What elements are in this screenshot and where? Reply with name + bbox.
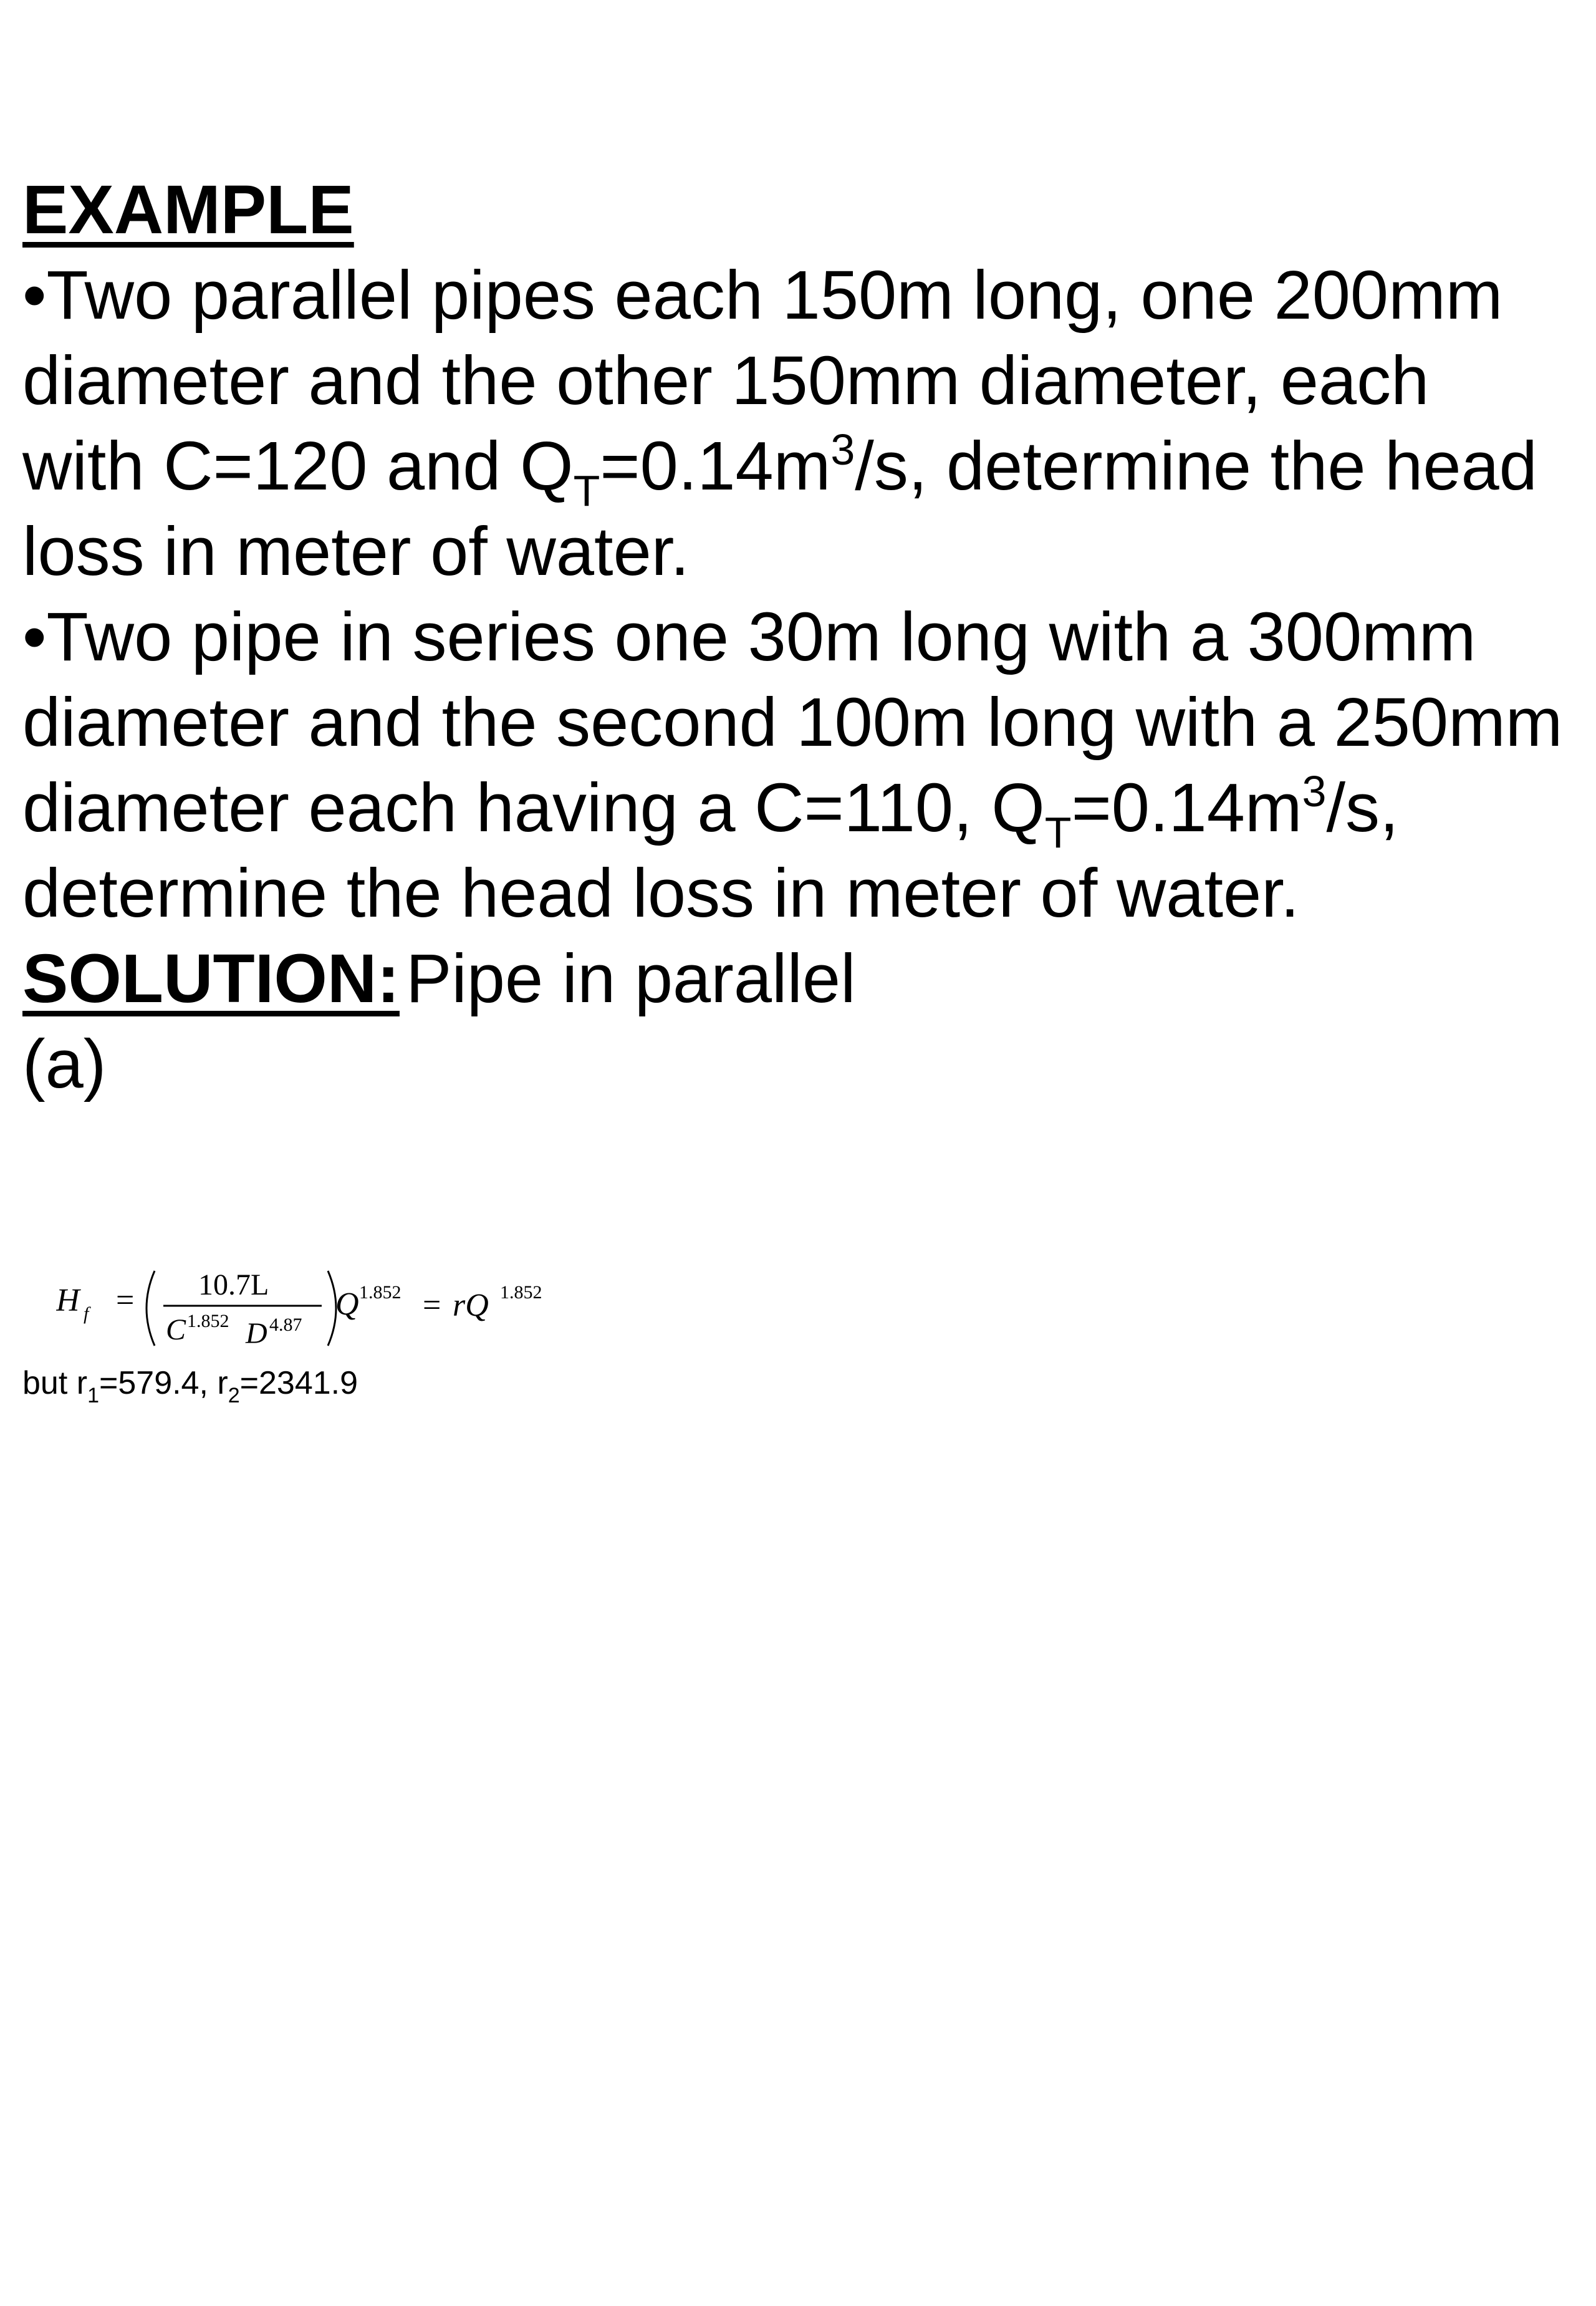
formula-den-c: C [166,1313,186,1346]
item2-subscript: T [1044,808,1072,857]
item1-superscript: 3 [830,425,855,474]
solution-title: Pipe in parallel [405,940,856,1017]
item1-subscript: T [573,466,600,515]
formula-q-exp: 1.852 [359,1282,401,1303]
item1-text-part1: Two parallel pipes each 150m long, one 200mm diameter and the other 150mm diameter, each with C=120 and Q [22,257,1503,504]
r2-subscript: 2 [228,1384,240,1407]
bullet-marker: • [22,599,47,675]
formula-numerator: 10.7L [198,1268,269,1301]
hazen-williams-formula [56,1253,555,1366]
formula-svg [56,1253,555,1366]
item2-text-part1: Two pipe in series one 30m long with a 300mm diameter and the second 100m long with a 250mm diameter each having a C=110, Q [22,599,1563,846]
formula-equals: = [116,1283,135,1318]
formula-q: Q [335,1286,359,1322]
solution-line [22,936,1569,1021]
formula-lhs: H [56,1283,80,1318]
formula-rhs-equals: = [423,1288,441,1323]
formula-den-d-exp: 4.87 [269,1315,302,1335]
formula-rhs-exp: 1.852 [500,1282,542,1303]
r1-subscript: 1 [87,1384,99,1407]
solution-heading: SOLUTION: [22,940,400,1017]
r2-value: =2341.9 [239,1365,358,1401]
item1-text-part3: /s, determine the head loss in meter of water. [22,428,1537,590]
part-label: (a) [22,1026,107,1102]
formula-den-d: D [246,1317,267,1350]
r-values-line [22,1361,358,1405]
item2-text-part3: /s, determine the head loss in meter of water. [22,769,1399,932]
bullet-marker: • [22,257,47,334]
example-item-1 [22,253,1569,594]
slide-content [22,167,1569,1107]
item2-text-part2: =0.14m [1071,769,1302,846]
example-item-2 [22,594,1569,936]
item1-text-part2: =0.14m [600,428,831,504]
example-heading: EXAMPLE [22,171,354,248]
formula-rhs: rQ [453,1288,489,1323]
item2-superscript: 3 [1302,767,1327,816]
r-values-prefix: but r [22,1365,88,1401]
formula-lhs-sub: f [84,1303,89,1324]
r1-value: =579.4, r [99,1365,228,1401]
formula-left-paren [147,1271,155,1346]
formula-den-c-exp: 1.852 [187,1311,229,1331]
